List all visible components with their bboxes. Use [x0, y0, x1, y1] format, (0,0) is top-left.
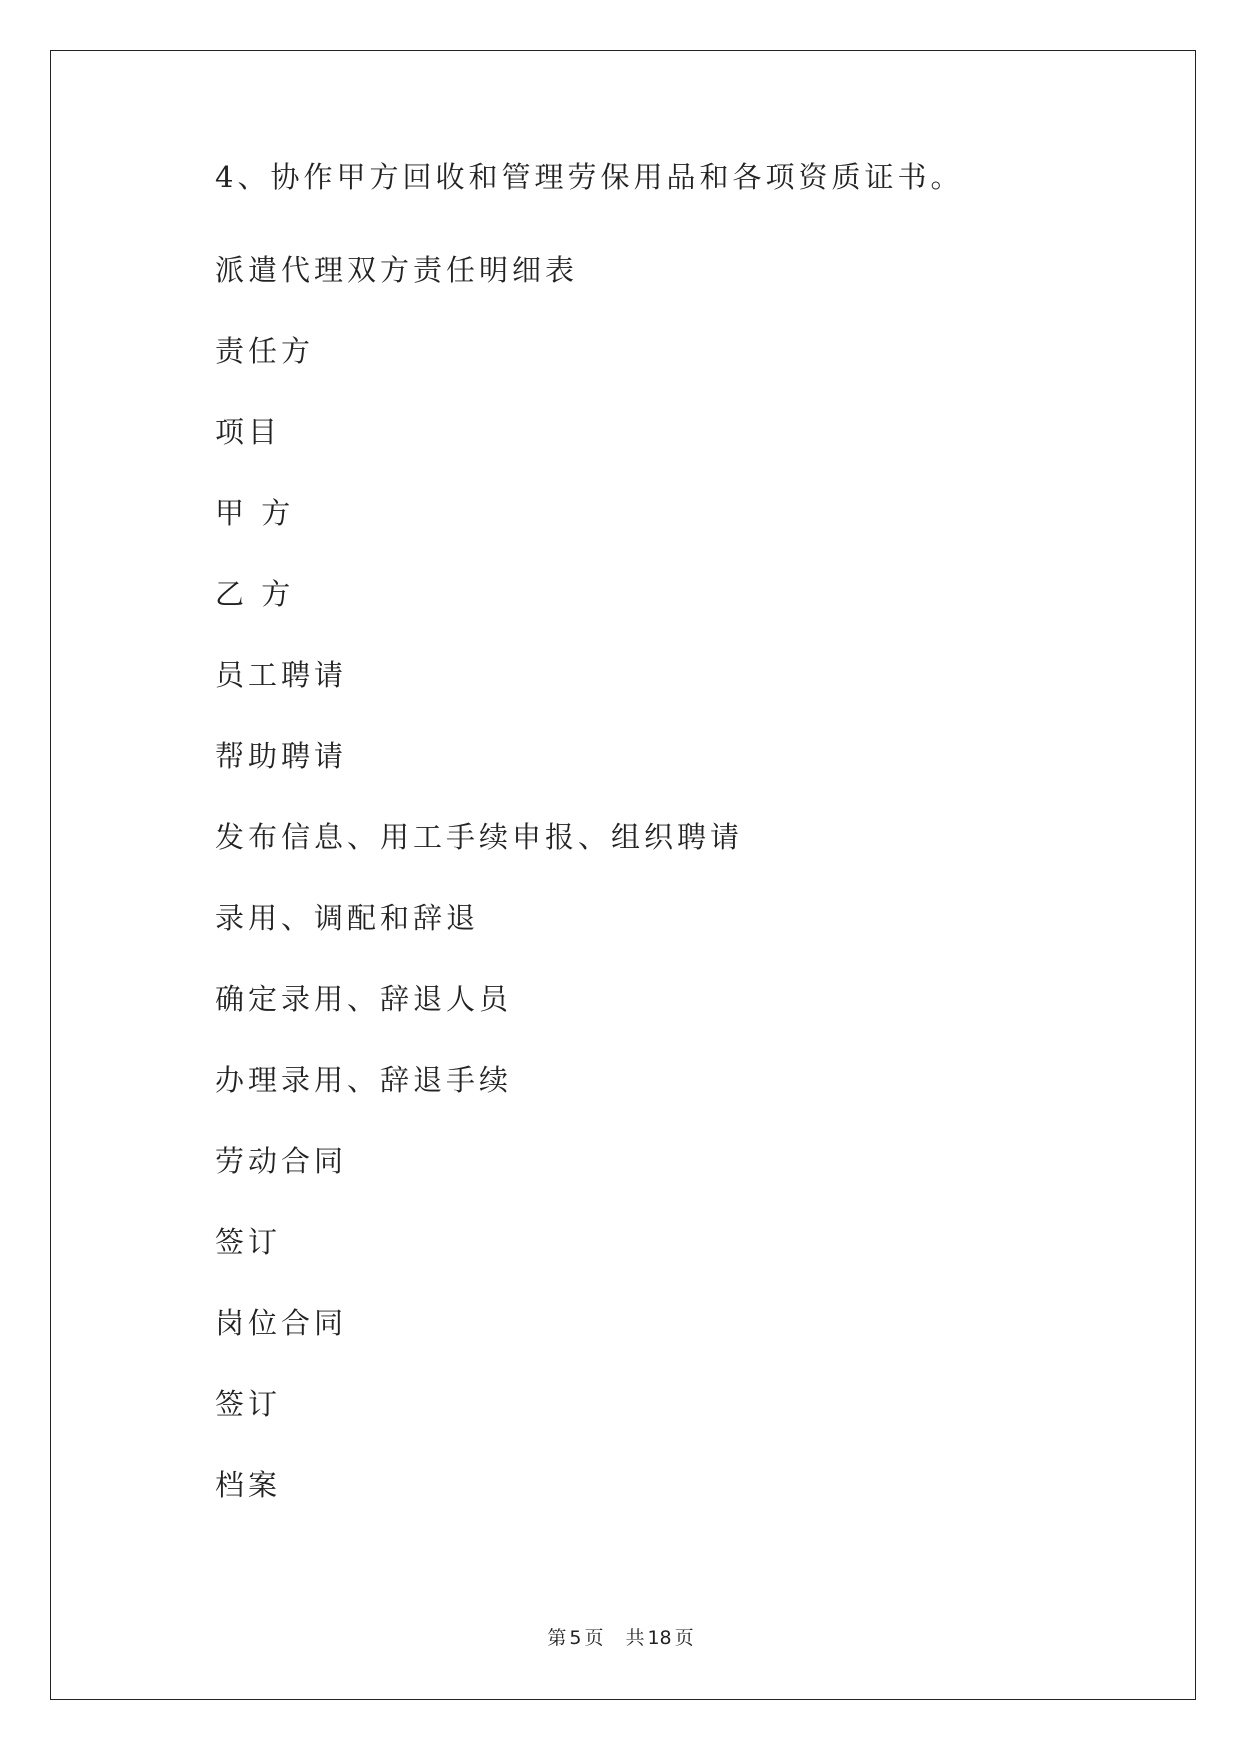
page-prefix: 第 — [547, 1627, 567, 1649]
page-number: 5 — [569, 1627, 582, 1649]
total-pages: 18 — [647, 1627, 672, 1649]
table-header-party-a: 甲 方 — [215, 496, 295, 530]
table-cell: 办理录用、辞退手续 — [215, 1063, 513, 1097]
table-header-item: 项目 — [215, 415, 282, 449]
page-suffix: 页 — [584, 1627, 604, 1649]
table-cell: 档案 — [215, 1468, 282, 1502]
text-line: 4、协作甲方回收和管理劳保用品和各项资质证书。 — [215, 160, 964, 194]
table-cell: 帮助聘请 — [215, 739, 348, 773]
total-prefix: 共 — [625, 1627, 645, 1649]
total-suffix: 页 — [674, 1627, 694, 1649]
table-header-responsible-party: 责任方 — [215, 334, 315, 368]
page-border — [50, 50, 1196, 1700]
table-title: 派遣代理双方责任明细表 — [215, 253, 579, 287]
table-cell: 发布信息、用工手续申报、组织聘请 — [215, 820, 744, 854]
table-cell: 签订 — [215, 1225, 282, 1259]
table-cell: 劳动合同 — [215, 1144, 348, 1178]
table-cell: 录用、调配和辞退 — [215, 901, 480, 935]
table-cell: 员工聘请 — [215, 658, 348, 692]
table-cell: 签订 — [215, 1387, 282, 1421]
page-footer — [0, 1624, 1241, 1652]
table-cell: 确定录用、辞退人员 — [215, 982, 513, 1016]
table-cell: 岗位合同 — [215, 1306, 348, 1340]
table-header-party-b: 乙 方 — [215, 577, 295, 611]
